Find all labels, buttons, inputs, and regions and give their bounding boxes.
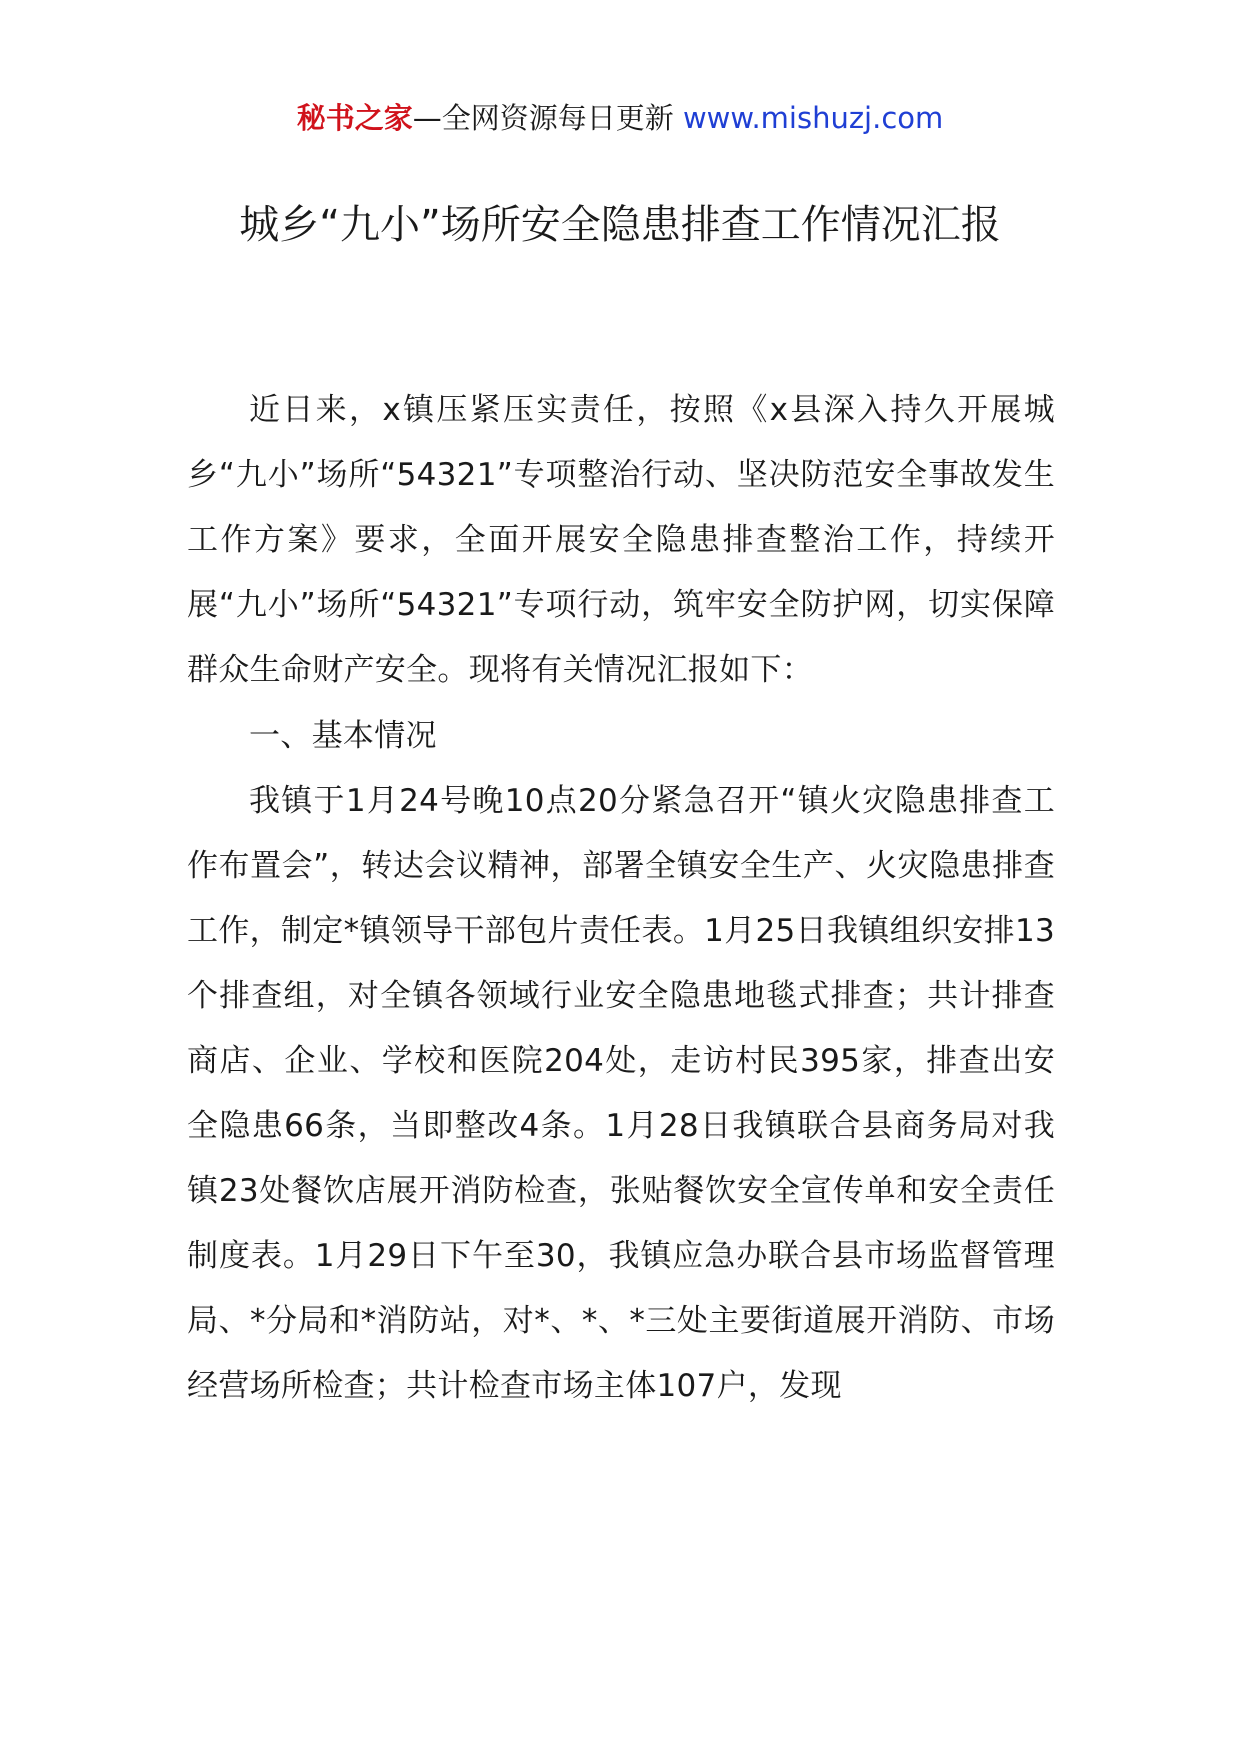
- document-body: [187, 378, 1055, 1419]
- section-heading-basic-situation: 一、基本情况: [249, 718, 437, 754]
- site-brand: 秘书之家: [296, 101, 413, 135]
- site-slogan: —全网资源每日更新: [412, 101, 683, 135]
- document-title: 城乡“九小”场所安全隐患排查工作情况汇报: [239, 202, 1001, 248]
- intro-paragraph: 近日来，x镇压紧压实责任，按照《x县深入持久开展城乡“九小”场所“54321”专项整治行动、坚决防范安全事故发生工作方案》要求，全面开展安全隐患排查整治工作，持续开展“九小”场所“54321”专项行动，筑牢安全防护网，切实保障群众生命财产安全。现将有关情况汇报如下：: [187, 392, 1055, 688]
- body-paragraph: 我镇于1月24号晚10点20分紧急召开“镇火灾隐患排查工作布置会”，转达会议精神，部署全镇安全生产、火灾隐患排查工作，制定*镇领导干部包片责任表。1月25日我镇组织安排13个排查组，对全镇各领域行业安全隐患地毯式排查；共计排查商店、企业、学校和医院204处，走访村民395家，排查出安全隐患66条，当即整改4条。1月28日我镇联合县商务局对我镇23处餐饮店展开消防检查，张贴餐饮安全宣传单和安全责任制度表。1月29日下午至30，我镇应急办联合县市场监督管理局、*分局和*消防站，对*、*、*三处主要街道展开消防、市场经营场所检查；共计检查市场主体107户，发现: [187, 783, 1055, 1404]
- site-url-link[interactable]: www.mishuzj.com: [682, 101, 944, 135]
- site-header: [0, 98, 1240, 138]
